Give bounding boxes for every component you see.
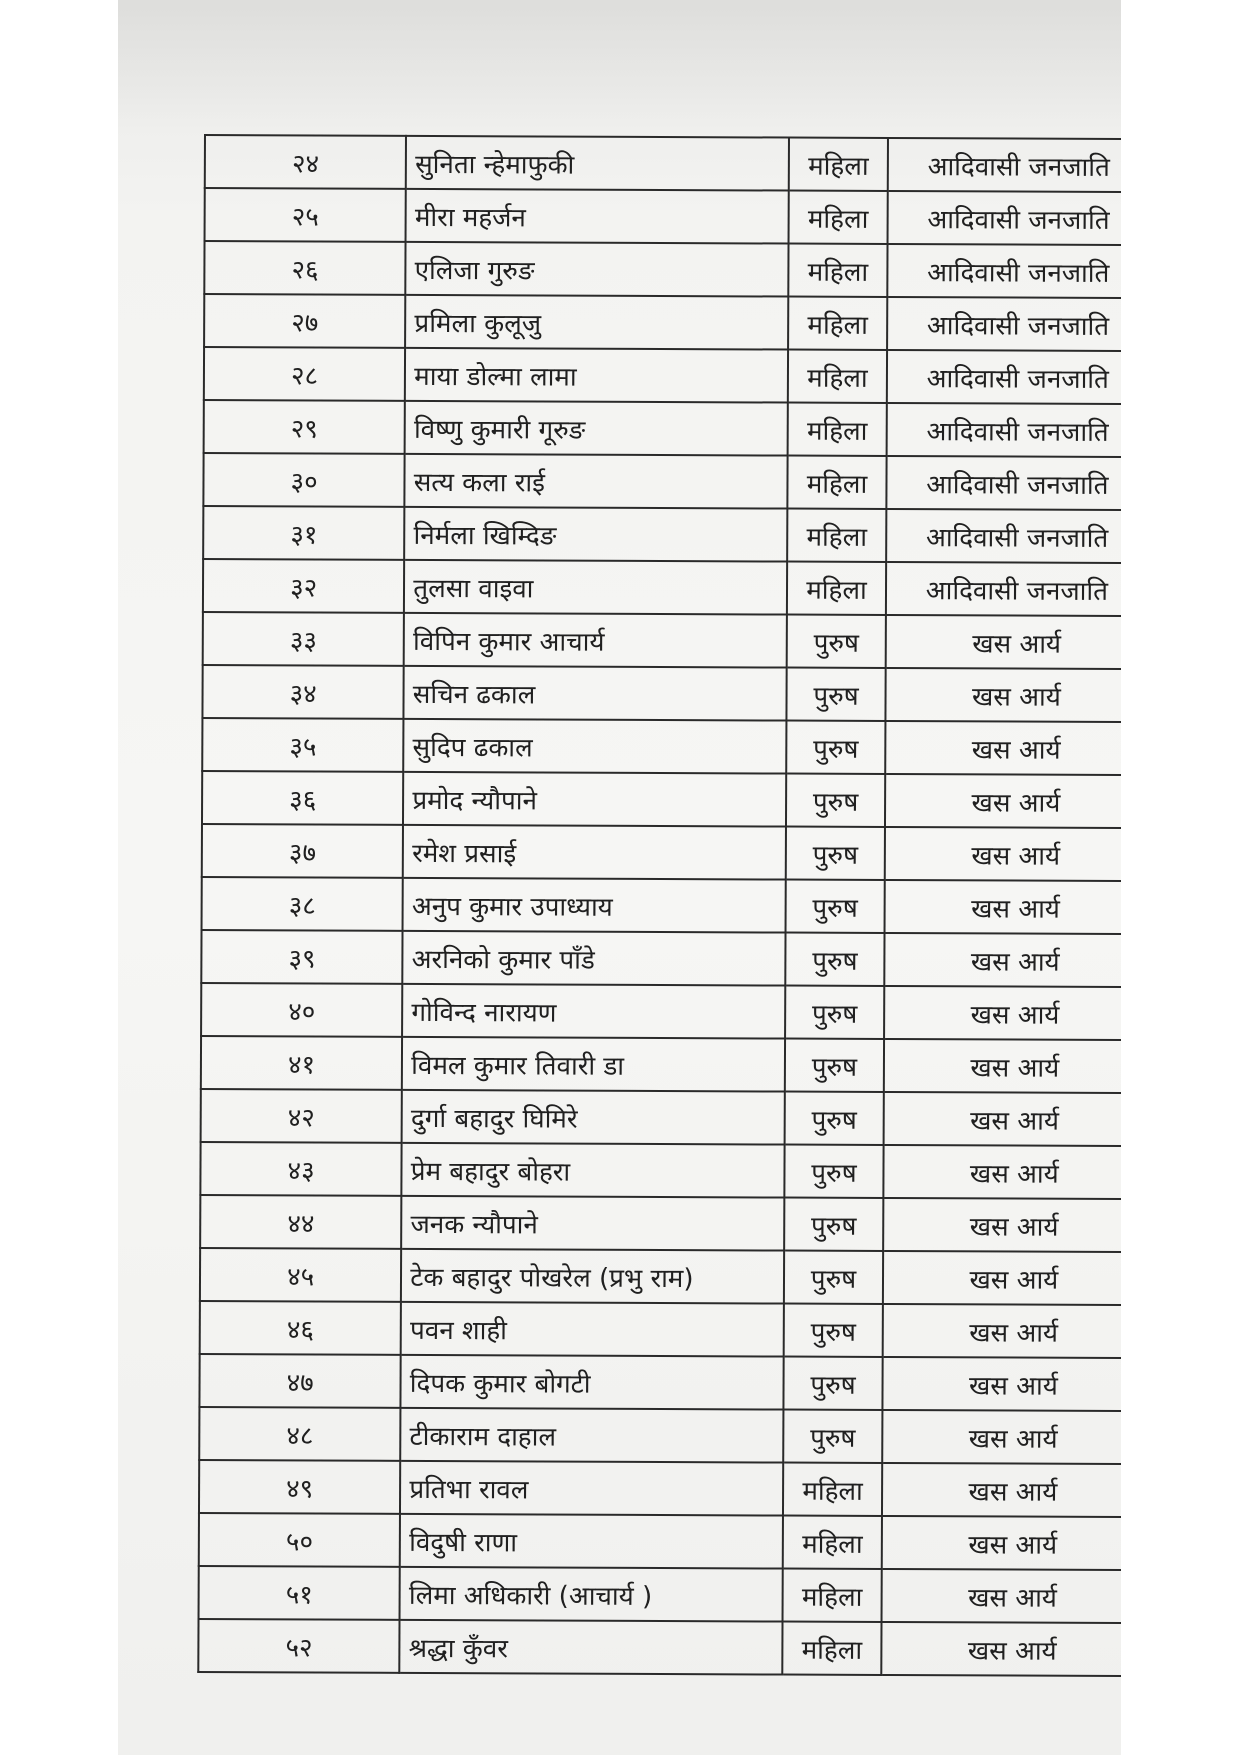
gender-cell: पुरुष: [784, 1251, 883, 1304]
group-cell: खस आर्य: [882, 1516, 1121, 1570]
name-cell: सुदिप ढकाल: [403, 719, 786, 774]
group-cell: आदिवासी जनजाति: [887, 297, 1121, 351]
group-cell: खस आर्य: [883, 1145, 1121, 1199]
group-cell: खस आर्य: [883, 1304, 1121, 1358]
gender-cell: पुरुष: [785, 986, 884, 1039]
serial-number-cell: ४१: [201, 1036, 402, 1090]
gender-cell: पुरुष: [783, 1357, 882, 1410]
group-cell: खस आर्य: [885, 774, 1121, 828]
name-cell: गोविन्द नारायण: [402, 984, 785, 1039]
table-row: [204, 294, 1121, 351]
table-row: [201, 930, 1121, 987]
table-row: [202, 877, 1121, 934]
serial-number-cell: ५१: [199, 1566, 400, 1620]
table-row: [199, 1407, 1121, 1464]
table-row: [202, 824, 1121, 881]
serial-number-cell: ५०: [199, 1513, 400, 1567]
name-cell: विमल कुमार तिवारी डा: [402, 1037, 785, 1092]
serial-number-cell: ३५: [202, 718, 403, 772]
serial-number-cell: ४९: [199, 1460, 400, 1514]
gender-cell: पुरुष: [785, 1092, 884, 1145]
gender-cell: महिला: [788, 403, 887, 456]
gender-cell: पुरुष: [786, 774, 885, 827]
serial-number-cell: ३९: [201, 930, 402, 984]
group-cell: आदिवासी जनजाति: [886, 509, 1121, 563]
gender-cell: पुरुष: [787, 615, 886, 668]
table-row: [199, 1566, 1121, 1623]
group-cell: आदिवासी जनजाति: [888, 191, 1121, 245]
member-table-wrapper: [197, 134, 1121, 1753]
group-cell: खस आर्य: [882, 1463, 1121, 1517]
group-cell: खस आर्य: [883, 1198, 1121, 1252]
table-row: [202, 718, 1121, 775]
serial-number-cell: २६: [204, 241, 405, 295]
name-cell: पवन शाही: [401, 1302, 784, 1357]
serial-number-cell: ४३: [200, 1142, 401, 1196]
group-cell: खस आर्य: [886, 615, 1121, 669]
serial-number-cell: २५: [205, 188, 406, 242]
serial-number-cell: ३६: [202, 771, 403, 825]
serial-number-cell: २९: [204, 400, 405, 454]
group-cell: खस आर्य: [884, 1039, 1121, 1093]
table-row: [201, 983, 1121, 1040]
gender-cell: महिला: [787, 509, 886, 562]
group-cell: खस आर्य: [885, 827, 1121, 881]
serial-number-cell: २७: [204, 294, 405, 348]
name-cell: मीरा महर्जन: [406, 189, 789, 244]
table-row: [201, 1089, 1121, 1146]
gender-cell: पुरुष: [783, 1410, 882, 1463]
paper-shadow: [118, 0, 1121, 130]
name-cell: विदुषी राणा: [400, 1514, 783, 1569]
gender-cell: महिला: [783, 1516, 882, 1569]
table-row: [199, 1354, 1121, 1411]
group-cell: आदिवासी जनजाति: [887, 244, 1121, 298]
gender-cell: पुरुष: [786, 721, 885, 774]
table-row: [202, 665, 1121, 722]
table-row: [198, 1619, 1121, 1676]
name-cell: तुलसा वाइवा: [404, 560, 787, 615]
table-row: [200, 1301, 1121, 1358]
gender-cell: महिला: [788, 244, 887, 297]
group-cell: खस आर्य: [884, 986, 1121, 1040]
group-cell: खस आर्य: [884, 1092, 1121, 1146]
serial-number-cell: ३७: [202, 824, 403, 878]
name-cell: लिमा अधिकारी (आचार्य ): [400, 1567, 783, 1622]
name-cell: प्रतिभा रावल: [400, 1461, 783, 1516]
table-row: [200, 1142, 1121, 1199]
name-cell: प्रमोद न्यौपाने: [403, 772, 786, 827]
serial-number-cell: ३१: [203, 506, 404, 560]
group-cell: आदिवासी जनजाति: [887, 350, 1121, 404]
gender-cell: पुरुष: [784, 1304, 883, 1357]
group-cell: खस आर्य: [882, 1569, 1121, 1623]
member-table-body: [198, 135, 1121, 1676]
group-cell: खस आर्य: [883, 1251, 1121, 1305]
document-photo: [118, 0, 1121, 1755]
table-row: [205, 135, 1121, 192]
name-cell: माया डोल्मा लामा: [405, 348, 788, 403]
serial-number-cell: ४७: [199, 1354, 400, 1408]
name-cell: टीकाराम दाहाल: [400, 1408, 783, 1463]
table-row: [202, 771, 1121, 828]
group-cell: खस आर्य: [882, 1357, 1121, 1411]
group-cell: आदिवासी जनजाति: [887, 403, 1121, 457]
name-cell: अरनिको कुमार पाँडे: [403, 931, 786, 986]
gender-cell: पुरुष: [786, 880, 885, 933]
serial-number-cell: ३०: [203, 453, 404, 507]
name-cell: रमेश प्रसाई: [403, 825, 786, 880]
name-cell: सुनिता न्हेमाफुकी: [406, 136, 789, 191]
gender-cell: पुरुष: [784, 1145, 883, 1198]
table-row: [201, 1036, 1121, 1093]
gender-cell: पुरुष: [785, 933, 884, 986]
serial-number-cell: ३३: [203, 612, 404, 666]
gender-cell: महिला: [788, 297, 887, 350]
group-cell: खस आर्य: [881, 1622, 1121, 1676]
table-row: [199, 1513, 1121, 1570]
group-cell: आदिवासी जनजाति: [886, 562, 1121, 616]
table-row: [203, 559, 1121, 616]
group-cell: खस आर्य: [885, 880, 1121, 934]
table-row: [204, 241, 1121, 298]
name-cell: श्रद्धा कुँवर: [400, 1620, 783, 1675]
name-cell: सचिन ढकाल: [404, 666, 787, 721]
group-cell: खस आर्य: [882, 1410, 1121, 1464]
serial-number-cell: ४६: [200, 1301, 401, 1355]
serial-number-cell: ४०: [201, 983, 402, 1037]
gender-cell: महिला: [782, 1622, 881, 1675]
name-cell: टेक बहादुर पोखरेल (प्रभु राम): [401, 1249, 784, 1304]
table-row: [205, 188, 1121, 245]
serial-number-cell: ४५: [200, 1248, 401, 1302]
group-cell: खस आर्य: [884, 933, 1121, 987]
name-cell: जनक न्यौपाने: [401, 1196, 784, 1251]
name-cell: एलिजा गुरुङ: [406, 242, 789, 297]
gender-cell: महिला: [788, 350, 887, 403]
name-cell: प्रमिला कुलूजु: [405, 295, 788, 350]
serial-number-cell: ३२: [203, 559, 404, 613]
group-cell: आदिवासी जनजाति: [888, 138, 1121, 192]
gender-cell: पुरुष: [784, 1198, 883, 1251]
serial-number-cell: ५२: [198, 1619, 399, 1673]
gender-cell: महिला: [783, 1463, 882, 1516]
group-cell: खस आर्य: [885, 721, 1121, 775]
gender-cell: महिला: [789, 138, 888, 191]
member-table: [197, 134, 1121, 1677]
serial-number-cell: २४: [205, 135, 406, 189]
name-cell: विपिन कुमार आचार्य: [404, 613, 787, 668]
gender-cell: महिला: [787, 456, 886, 509]
table-row: [203, 453, 1121, 510]
table-row: [199, 1460, 1121, 1517]
name-cell: विष्णु कुमारी गूरुङ: [405, 401, 788, 456]
gender-cell: महिला: [787, 562, 886, 615]
serial-number-cell: ४२: [201, 1089, 402, 1143]
serial-number-cell: ३४: [202, 665, 403, 719]
table-row: [203, 612, 1121, 669]
name-cell: सत्य कला राई: [405, 454, 788, 509]
name-cell: प्रेम बहादुर बोहरा: [402, 1143, 785, 1198]
gender-cell: पुरुष: [785, 1039, 884, 1092]
name-cell: अनुप कुमार उपाध्याय: [403, 878, 786, 933]
gender-cell: महिला: [789, 191, 888, 244]
serial-number-cell: २८: [204, 347, 405, 401]
table-row: [204, 400, 1121, 457]
name-cell: निर्मला खिम्दिङ: [404, 507, 787, 562]
serial-number-cell: ३८: [202, 877, 403, 931]
serial-number-cell: ४८: [199, 1407, 400, 1461]
gender-cell: पुरुष: [786, 827, 885, 880]
table-row: [200, 1248, 1121, 1305]
name-cell: दिपक कुमार बोगटी: [401, 1355, 784, 1410]
table-row: [200, 1195, 1121, 1252]
gender-cell: पुरुष: [786, 668, 885, 721]
name-cell: दुर्गा बहादुर घिमिरे: [402, 1090, 785, 1145]
table-row: [204, 347, 1121, 404]
group-cell: आदिवासी जनजाति: [886, 456, 1121, 510]
serial-number-cell: ४४: [200, 1195, 401, 1249]
table-row: [203, 506, 1121, 563]
gender-cell: महिला: [783, 1569, 882, 1622]
group-cell: खस आर्य: [885, 668, 1121, 722]
